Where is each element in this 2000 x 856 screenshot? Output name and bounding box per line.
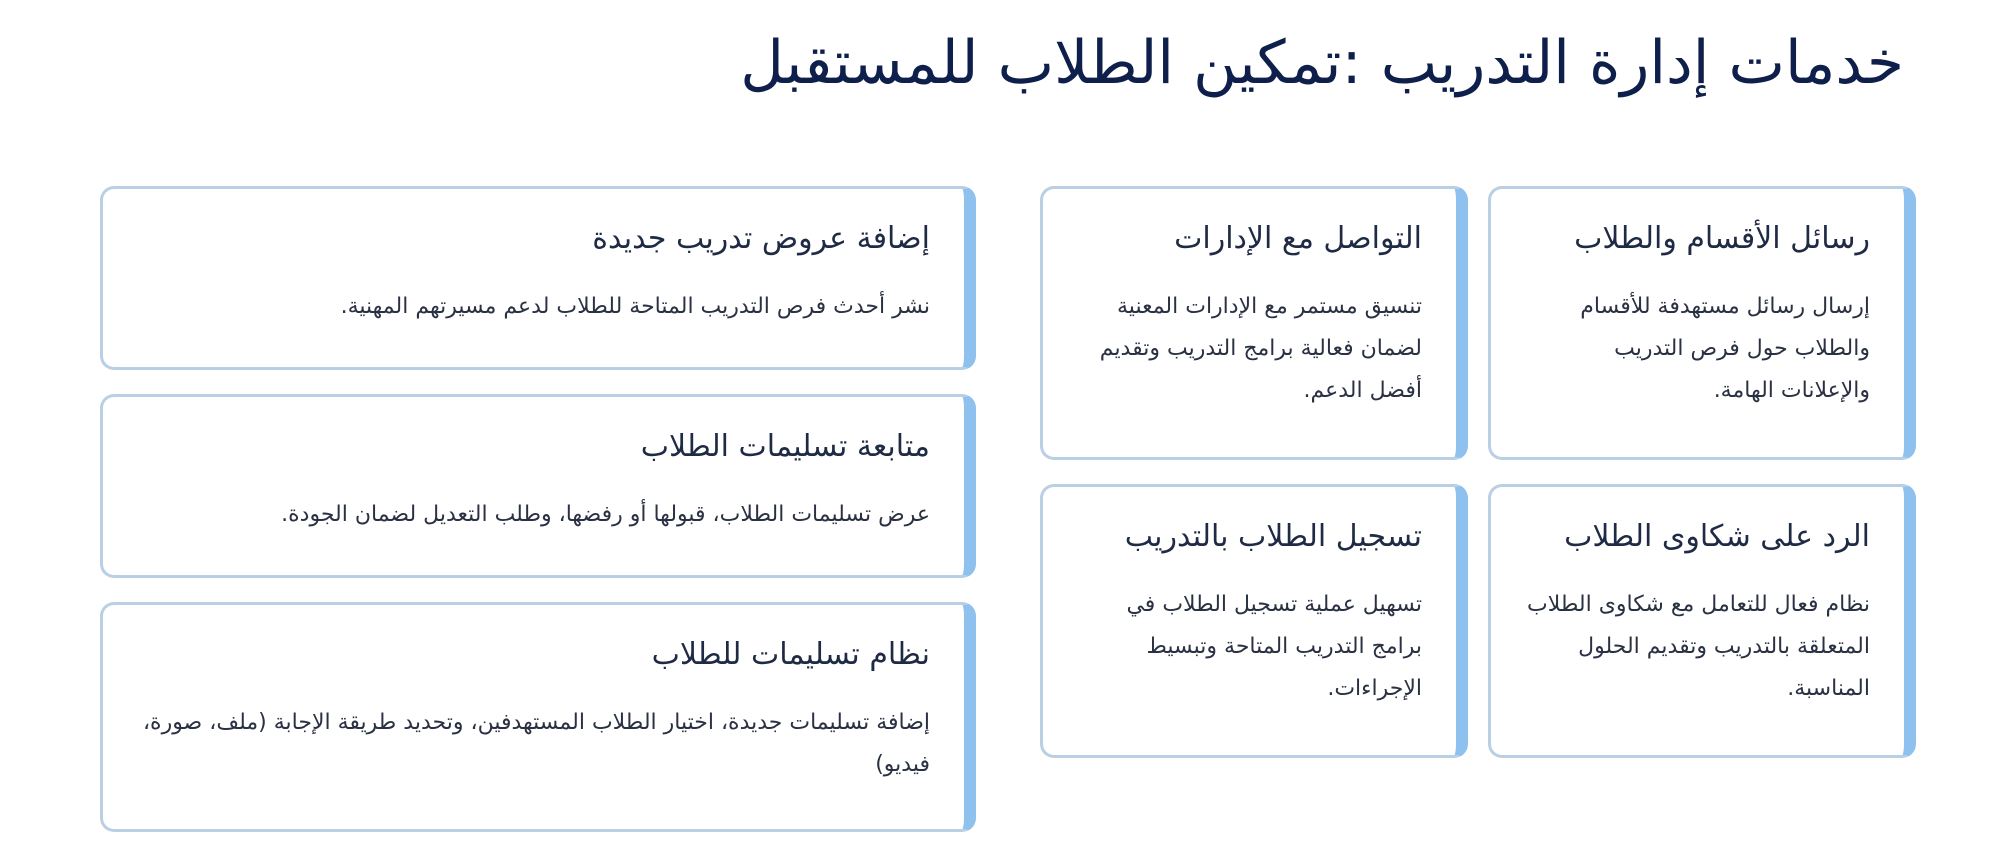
card-title: الرد على شكاوى الطلاب [1564,519,1870,554]
card-submission-tracking [100,394,976,578]
card-description: عرض تسليمات الطلاب، قبولها أو رفضها، وطلب التعديل لضمان الجودة. [281,502,930,527]
card-description: إضافة تسليمات جديدة، اختيار الطلاب المستهدفين، وتحديد طريقة الإجابة (ملف، صورة، فيديو) [142,710,930,777]
card-title: متابعة تسليمات الطلاب [640,429,930,464]
card-title: إضافة عروض تدريب جديدة [592,221,930,256]
card-title: التواصل مع الإدارات [1174,221,1422,256]
card-new-training-offers [100,186,976,370]
card-submission-system [100,602,976,832]
card-description: تسهيل عملية تسجيل الطلاب في برامج التدريب المتاحة وتبسيط الإجراءات. [1126,592,1422,701]
card-description: تنسيق مستمر مع الإدارات المعنية لضمان فعالية برامج التدريب وتقديم أفضل الدعم. [1099,294,1422,403]
card-department-student-messages [1488,186,1916,460]
card-student-complaints [1488,484,1916,758]
card-title: رسائل الأقسام والطلاب [1574,221,1870,256]
card-title: تسجيل الطلاب بالتدريب [1124,519,1422,554]
card-description: إرسال رسائل مستهدفة للأقسام والطلاب حول فرص التدريب والإعلانات الهامة. [1580,294,1870,403]
page-title: خدمات إدارة التدريب :تمكين الطلاب للمستقبل [740,28,1904,98]
card-training-registration [1040,484,1468,758]
card-description: نظام فعال للتعامل مع شكاوى الطلاب المتعلقة بالتدريب وتقديم الحلول المناسبة. [1527,592,1870,701]
card-description: نشر أحدث فرص التدريب المتاحة للطلاب لدعم مسيرتهم المهنية. [340,294,930,319]
card-department-communication [1040,186,1468,460]
card-title: نظام تسليمات للطلاب [651,637,930,672]
